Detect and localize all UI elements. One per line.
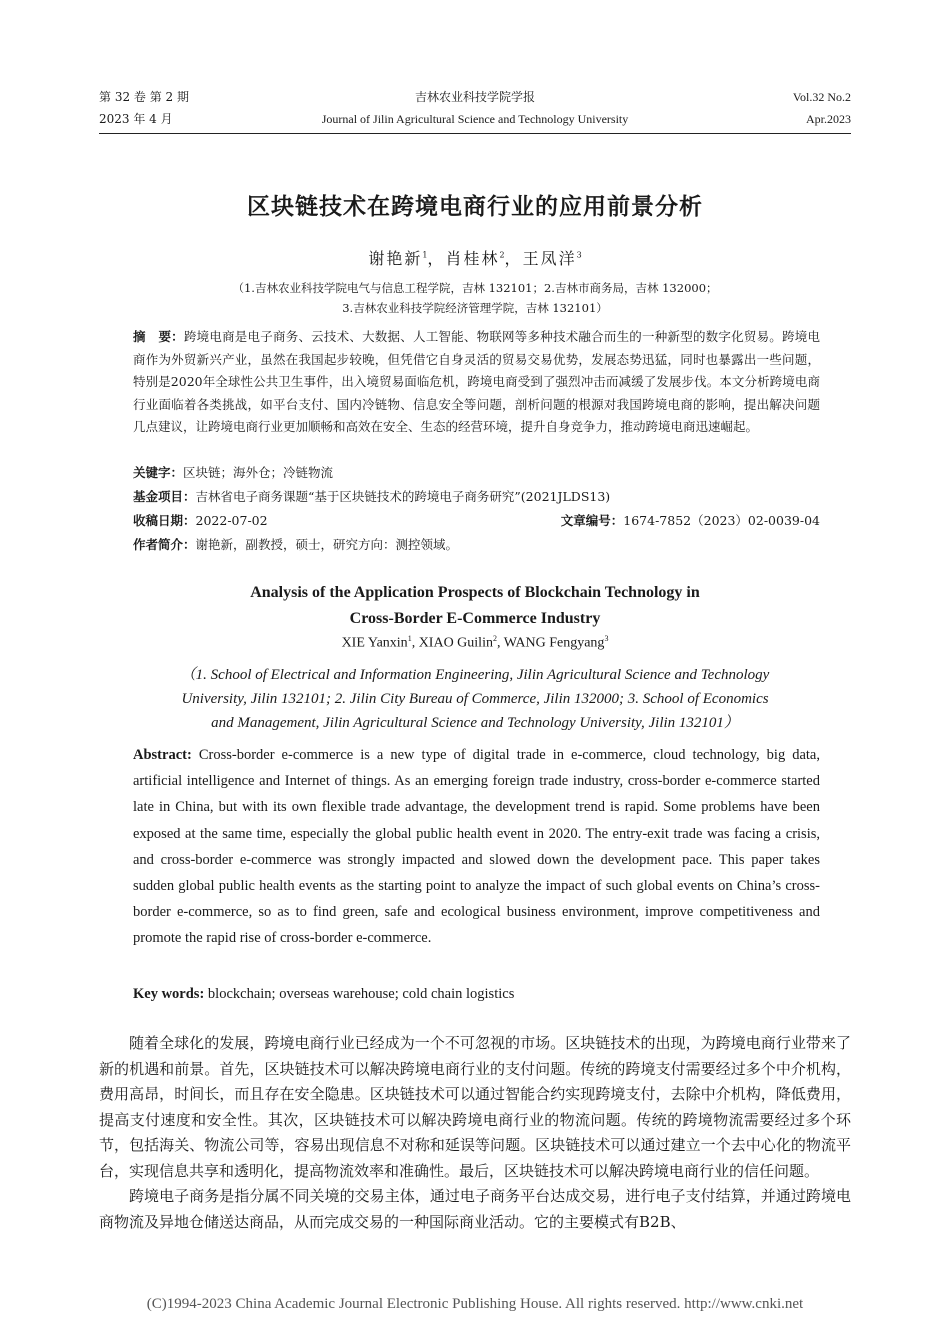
- author-name: 肖桂林: [445, 249, 500, 268]
- author-name: 谢艳新: [368, 249, 423, 268]
- author-affil-mark: 1: [422, 250, 428, 260]
- header-center: [99, 86, 851, 130]
- affiliations-en: [130, 663, 820, 735]
- author-name-en: WANG Fengyang: [503, 635, 605, 651]
- keywords-cn-text: 区块链；海外仓；冷链物流: [183, 465, 334, 480]
- volume-issue: 第 32 卷 第 2 期: [99, 90, 189, 104]
- abstract-en-text: Cross-border e-commerce is a new type of digital trade in e-commerce, cloud technology, big data, artificial intelligence and Internet of things. As an emerging foreign trade industry, cross-border e-commerce started late in China, but with its own flexible trade advantage, the development trend is rapid. Some problems have been exposed at the same time, especially the global public health event in 2020. The entry-exit trade was facing a crisis, and cross-border e-commerce was strongly impacted and slowed down the development pace. This paper takes sudden global public health events as the starting point to analyze the impact of such global events on China’s cross-border e-commerce, so as to find green, safe and ecological business environment, improve competitiveness and promote the rapid rise of cross-border e-commerce.: [133, 747, 820, 947]
- received-label: 收稿日期：: [133, 513, 196, 528]
- author-name-en: XIAO Guilin: [418, 635, 493, 651]
- abstract-cn: [133, 326, 820, 439]
- running-header: [99, 86, 851, 130]
- publication-date: 2023 年 4 月: [99, 112, 173, 126]
- author-affil-mark: 3: [576, 250, 582, 260]
- copyright-footer: (C)1994-2023 China Academic Journal Electronic Publishing House. All rights reserved. http://www.cnki.net: [146, 1296, 804, 1312]
- author-separator: ，: [504, 249, 523, 268]
- abstract-cn-label: 摘 要：: [133, 329, 184, 344]
- journal-name-en: Journal of Jilin Agricultural Science and Technology University: [321, 112, 629, 126]
- title-en-line: Analysis of the Application Prospects of Blockchain Technology in: [250, 584, 700, 601]
- fund-text: 吉林省电子商务课题“基于区块链技术的跨境电子商务研究”(2021JLDS13): [195, 489, 611, 504]
- author-name-en: XIE Yanxin: [341, 635, 408, 651]
- author-intro: [133, 534, 820, 556]
- volume-issue-en: Vol.32 No.2: [792, 90, 851, 104]
- title-en-line: Cross-Border E-Commerce Industry: [349, 610, 601, 627]
- author-affil-mark: 3: [604, 634, 609, 643]
- body-text: [99, 1031, 851, 1235]
- abstract-cn-text: 跨境电商是电子商务、云技术、大数据、人工智能、物联网等多种技术融合而生的一种新型的数字化贸易。跨境电商作为外贸新兴产业，虽然在我国起步较晚，但凭借它自身灵活的贸易交易优势，发展态势迅猛，同时也暴露出一些问题，特别是2020年全球性公共卫生事件，出入境贸易面临危机，跨境电商受到了强烈冲击而减缓了发展步伐。本文分析跨境电商行业面临着各类挑战，如平台支付、国内冷链物、信息安全等问题，剖析问题的根源对我国跨境电商的影响，提出解决问题几点建议，让跨境电商行业更加顺畅和高效在安全、生态的经营环境，提升自身竞争力，推动跨境电商迅速崛起。: [133, 329, 820, 434]
- author-intro-label: 作者简介：: [133, 537, 196, 552]
- author-separator: ，: [427, 249, 446, 268]
- fund-info: [133, 486, 820, 508]
- affiliation-en-line: University, Jilin 132101; 2. Jilin City Bureau of Commerce, Jilin 132000; 3. School of Economics: [181, 691, 769, 707]
- journal-name-cn: 吉林农业科技学院学报: [414, 90, 535, 104]
- affiliation-en-line: （1. School of Electrical and Information Engineering, Jilin Agricultural Science and Technology: [180, 667, 770, 683]
- author-separator: ,: [496, 635, 504, 651]
- author-intro-text: 谢艳新，副教授，硕士，研究方向：测控领域。: [195, 537, 459, 552]
- header-right: [793, 86, 851, 130]
- affiliation-line: （1.吉林农业科技学院电气与信息工程学院，吉林 132101；2.吉林市商务局，吉林 132000；: [232, 281, 718, 295]
- keywords-en: [133, 981, 820, 1007]
- abstract-en-label: Abstract:: [133, 747, 192, 763]
- author-affil-mark: 2: [492, 634, 497, 643]
- affiliation-line: 3.吉林农业科技学院经济管理学院，吉林 132101）: [342, 301, 608, 315]
- keywords-cn-label: 关键字：: [133, 465, 184, 480]
- received-date: 2022-07-02: [195, 513, 268, 528]
- article-number: [561, 510, 820, 532]
- author-list: [0, 246, 950, 269]
- keywords-en-label: Key words:: [133, 986, 205, 1002]
- publication-date-en: Apr.2023: [806, 112, 851, 126]
- keywords-cn: [133, 462, 820, 484]
- affiliations: [140, 278, 810, 318]
- author-name: 王凤洋: [522, 249, 577, 268]
- author-separator: ,: [411, 635, 419, 651]
- paper-title: 区块链技术在跨境电商行业的应用前景分析: [247, 193, 703, 220]
- author-list-en: [0, 634, 950, 652]
- paper-title-en: [0, 580, 950, 632]
- abstract-en: [133, 742, 820, 952]
- body-paragraph: 随着全球化的发展，跨境电商行业已经成为一个不可忽视的市场。区块链技术的出现，为跨境电商行业带来了新的机遇和前景。首先，区块链技术可以解决跨境电商行业的支付问题。传统的跨境支付需要经过多个中介机构，费用高昂，时间长，而且存在安全隐患。区块链技术可以通过智能合约实现跨境支付，去除中介机构，降低费用，提高支付速度和安全性。其次，区块链技术可以解决跨境电商行业的物流问题。传统的跨境物流需要经过多个环节，包括海关、物流公司等，容易出现信息不对称和延误等问题。区块链技术可以通过建立一个去中心化的物流平台，实现信息共享和透明化，提高物流效率和准确性。最后，区块链技术可以解决跨境电商行业的信任问题。: [99, 1034, 851, 1180]
- article-number-label: 文章编号：: [560, 513, 624, 528]
- received-date-line: [133, 510, 820, 532]
- fund-label: 基金项目：: [133, 489, 196, 504]
- body-paragraph: 跨境电子商务是指分属不同关境的交易主体，通过电子商务平台达成交易，进行电子支付结算，并通过跨境电商物流及异地仓储送达商品，从而完成交易的一种国际商业活动。它的主要模式有B2B、: [99, 1187, 851, 1231]
- article-number-text: 1674-7852（2023）02-0039-04: [623, 513, 820, 528]
- author-affil-mark: 1: [407, 634, 412, 643]
- affiliation-en-line: and Management, Jilin Agricultural Science and Technology University, Jilin 132101）: [211, 715, 739, 731]
- keywords-en-text: blockchain; overseas warehouse; cold chain logistics: [207, 986, 515, 1002]
- header-rule: [99, 133, 851, 134]
- author-affil-mark: 2: [499, 250, 505, 260]
